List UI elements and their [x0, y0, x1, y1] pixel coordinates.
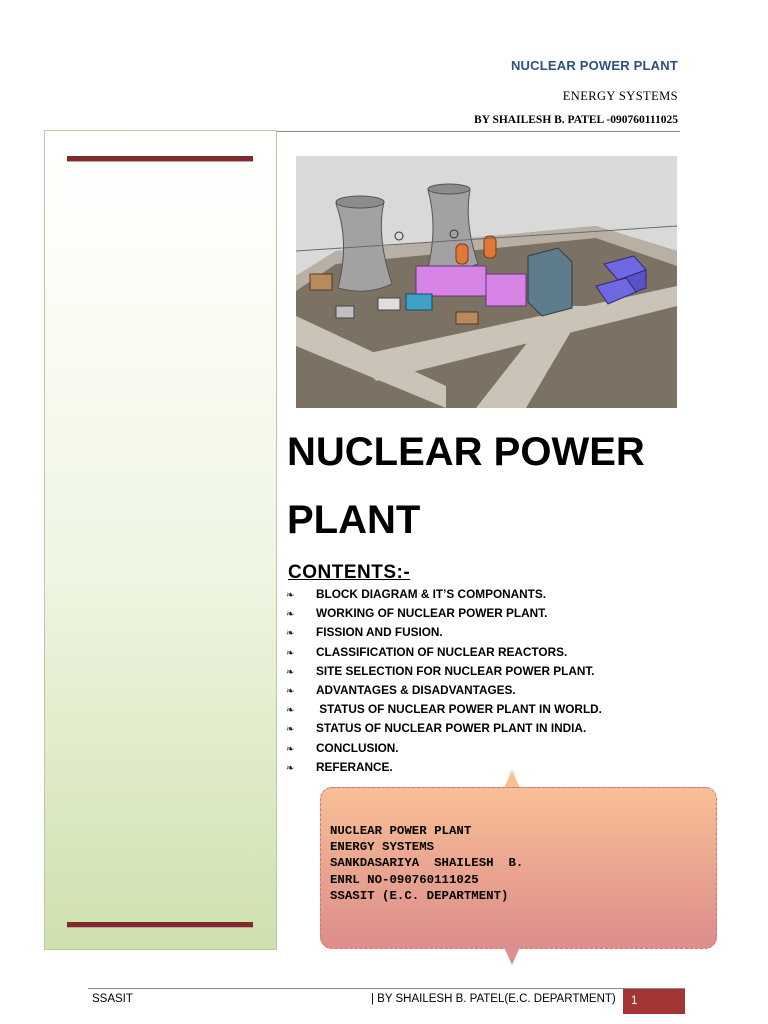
footer-institute: SSASIT	[92, 993, 133, 1005]
plant-drawing	[296, 156, 677, 408]
header-author: BY SHAILESH B. PATEL -090760111025	[474, 114, 678, 126]
callout-line: NUCLEAR POWER PLANT	[330, 824, 472, 838]
header-title: NUCLEAR POWER PLANT	[510, 58, 678, 73]
bullet-icon: ❧	[286, 628, 295, 640]
bullet-icon: ❧	[286, 609, 295, 621]
contents-item-text: BLOCK DIAGRAM & IT’S COMPONANTS.	[316, 587, 547, 601]
contents-item-text: ADVANTAGES & DISADVANTAGES.	[316, 682, 516, 697]
bullet-icon: ❧	[286, 743, 295, 755]
callout-line: ENERGY SYSTEMS	[330, 840, 435, 855]
contents-item-text: REFERANCE.	[316, 759, 393, 774]
footer-author: | BY SHAILESH B. PATEL(E.C. DEPARTMENT)	[371, 993, 616, 1005]
header-subtitle: ENERGY SYSTEMS	[562, 89, 678, 103]
page-title-line-2: PLANT	[287, 498, 421, 542]
contents-item-text: STATUS OF NUCLEAR POWER PLANT IN WORLD.	[316, 702, 602, 717]
page-number-badge: 1	[623, 989, 685, 1014]
nuclear-plant-illustration	[296, 156, 677, 408]
list-item	[286, 585, 602, 604]
callout-notch-top	[504, 770, 520, 788]
callout-text	[330, 823, 523, 904]
bullet-icon: ❧	[286, 705, 295, 717]
bullet-icon: ❧	[286, 590, 295, 601]
page-title	[287, 418, 707, 554]
bullet-icon: ❧	[286, 666, 295, 678]
contents-heading: CONTENTS:-	[288, 562, 411, 583]
list-item	[286, 643, 602, 662]
sidebar-top-bar	[67, 156, 253, 161]
bullet-icon: ❧	[286, 685, 295, 697]
decorative-sidebar	[44, 130, 277, 950]
bullet-icon: ❧	[286, 724, 295, 736]
list-item	[286, 681, 602, 700]
list-item	[286, 604, 602, 623]
bullet-icon: ❧	[286, 762, 295, 774]
bullet-icon: ❧	[286, 647, 295, 659]
contents-item-text: FISSION AND FUSION.	[316, 625, 443, 640]
list-item	[286, 700, 602, 719]
sidebar-bottom-bar	[67, 922, 253, 927]
list-item	[286, 739, 602, 758]
contents-item-text: SITE SELECTION FOR NUCLEAR POWER PLANT.	[316, 663, 595, 678]
contents-item-text: CONCLUSION.	[316, 740, 399, 755]
footer-divider	[88, 988, 685, 989]
list-item	[286, 662, 602, 681]
contents-item-text: STATUS OF NUCLEAR POWER PLANT IN INDIA.	[316, 721, 587, 736]
list-item	[286, 758, 602, 777]
list-item	[286, 623, 602, 642]
list-item	[286, 719, 602, 738]
contents-list	[286, 585, 602, 777]
callout-notch-bottom	[504, 947, 520, 965]
callout-line: SSASIT (E.C. DEPARTMENT)	[330, 888, 509, 903]
callout-line: ENRL NO-090760111025	[330, 872, 479, 887]
contents-item-text: WORKING OF NUCLEAR POWER PLANT.	[316, 606, 548, 621]
contents-item-text: CLASSIFICATION OF NUCLEAR REACTORS.	[316, 644, 568, 659]
page-title-line-1: NUCLEAR POWER	[287, 430, 645, 474]
callout-line: SANKDASARIYA SHAILESH B.	[330, 856, 524, 871]
